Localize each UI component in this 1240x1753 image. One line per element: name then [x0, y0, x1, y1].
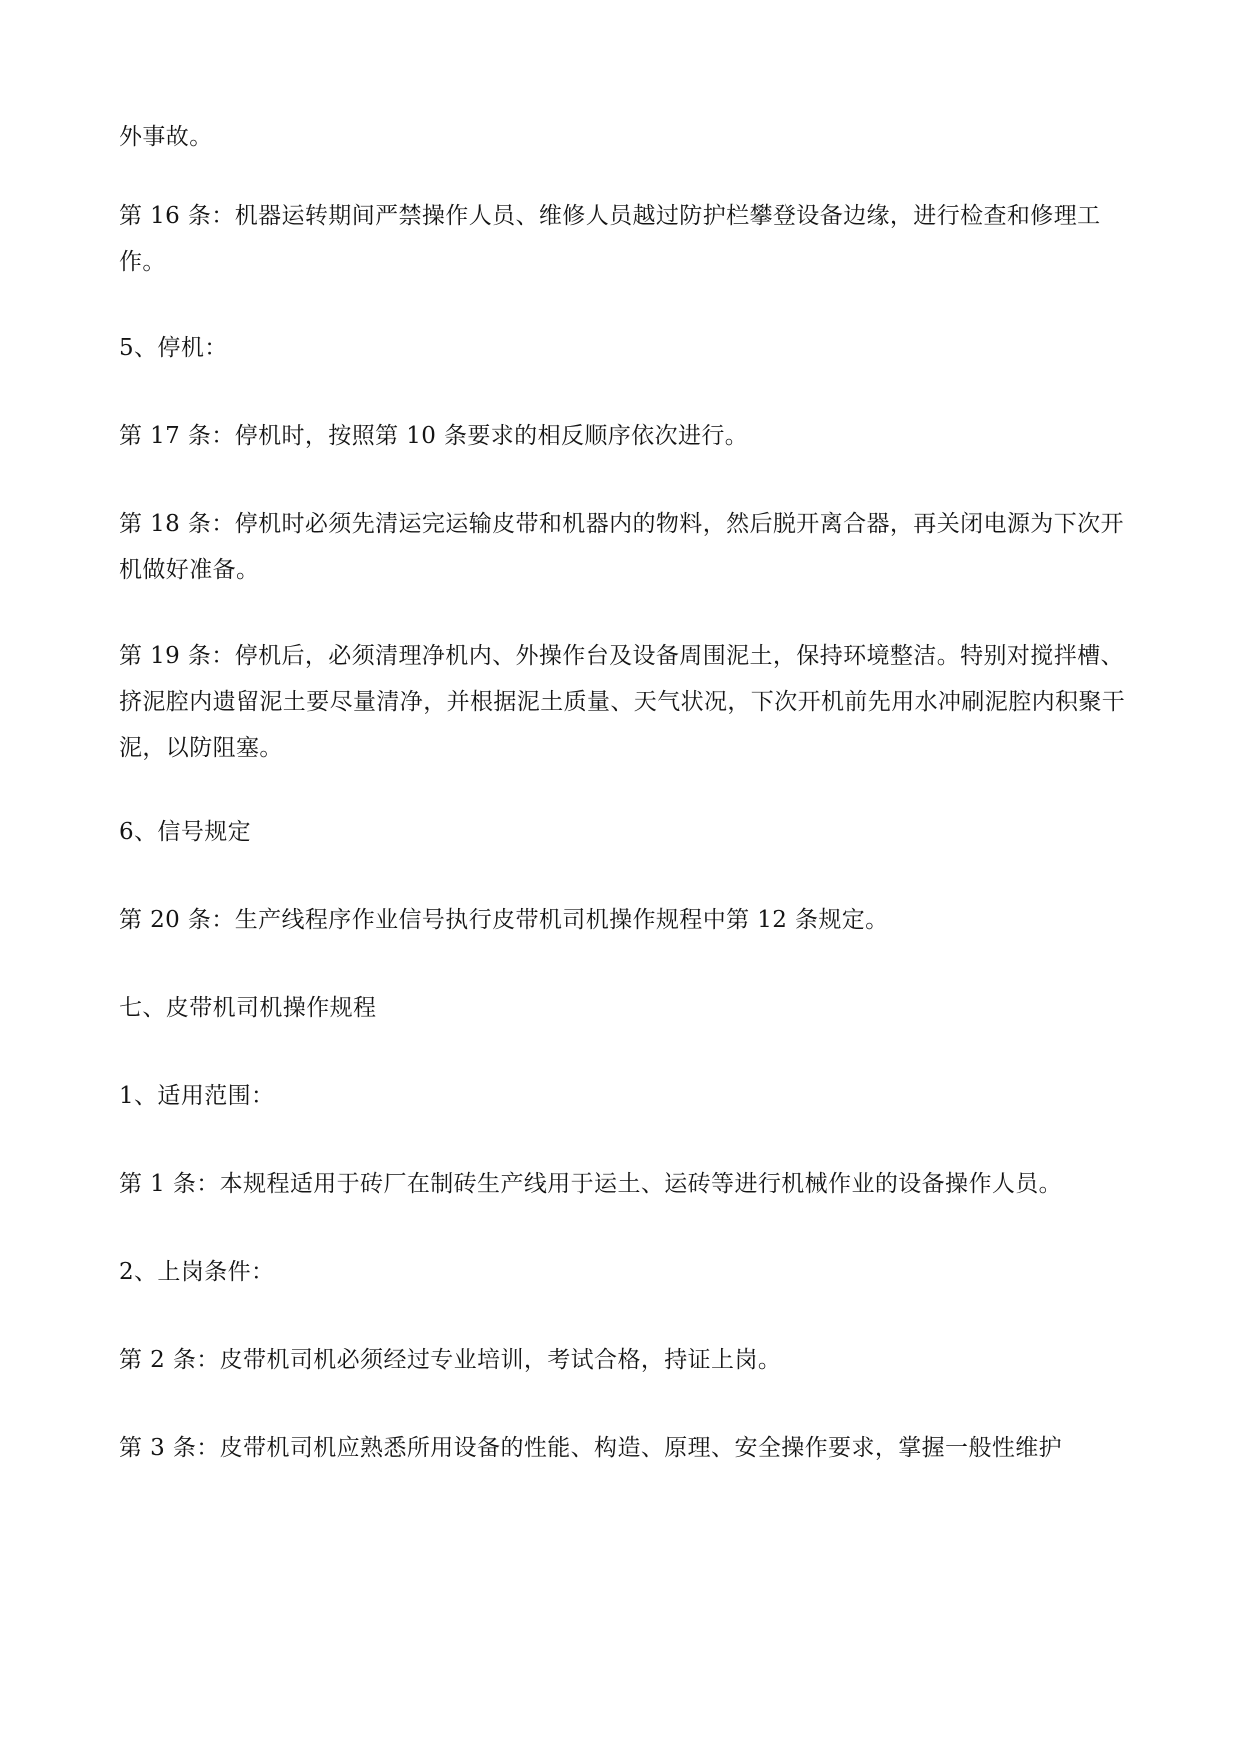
- section-heading-signals: 6、信号规定: [119, 819, 252, 845]
- paragraph-article-2: 第 2 条：皮带机司机必须经过专业培训，考试合格，持证上岗。: [119, 1347, 782, 1373]
- paragraph-article-1: 第 1 条：本规程适用于砖厂在制砖生产线用于运土、运砖等进行机械作业的设备操作人员。: [119, 1171, 1063, 1197]
- paragraph-article-17: 第 17 条：停机时，按照第 10 条要求的相反顺序依次进行。: [119, 423, 749, 449]
- section-heading-qualifications: 2、上岗条件：: [119, 1259, 275, 1285]
- chapter-heading-belt-operator: 七、皮带机司机操作规程: [119, 995, 377, 1021]
- paragraph-continuation: 外事故。: [119, 124, 213, 150]
- paragraph-article-18: 第 18 条：停机时必须先清运完运输皮带和机器内的物料，然后脱开离合器，再关闭电源为下次开机做好准备。: [119, 511, 1124, 583]
- paragraph-article-16: 第 16 条：机器运转期间严禁操作人员、维修人员越过防护栏攀登设备边缘，进行检查和修理工作。: [119, 203, 1101, 275]
- section-heading-shutdown: 5、停机：: [119, 335, 228, 361]
- paragraph-article-19: 第 19 条：停机后，必须清理净机内、外操作台及设备周围泥土，保持环境整洁。特别对搅拌槽、挤泥腔内遗留泥土要尽量清净，并根据泥土质量、天气状况，下次开机前先用水冲刷泥腔内积聚干泥，以防阻塞。: [119, 643, 1126, 761]
- section-heading-scope: 1、适用范围：: [119, 1083, 275, 1109]
- paragraph-article-3: 第 3 条：皮带机司机应熟悉所用设备的性能、构造、原理、安全操作要求，掌握一般性维护: [119, 1435, 1063, 1461]
- paragraph-article-20: 第 20 条：生产线程序作业信号执行皮带机司机操作规程中第 12 条规定。: [119, 907, 889, 933]
